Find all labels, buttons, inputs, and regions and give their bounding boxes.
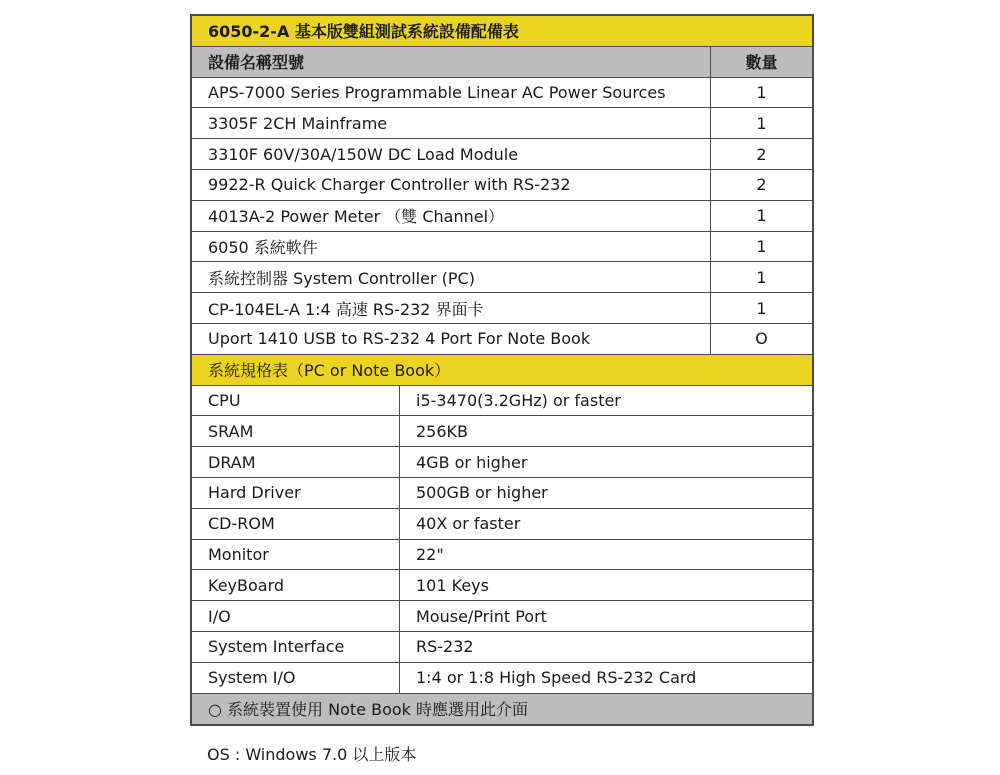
spec-value: 22" <box>416 544 444 564</box>
table-title: 6050-2-A 基本版雙組測試系統設備配備表 <box>208 22 519 42</box>
table-row <box>192 416 812 447</box>
os-requirement: OS : Windows 7.0 以上版本 <box>207 745 417 764</box>
footer-note-row <box>192 694 812 725</box>
spec-key: SRAM <box>192 416 400 446</box>
spec-value: 4GB or higher <box>416 452 528 472</box>
spec-value: 1:4 or 1:8 High Speed RS-232 Card <box>416 668 697 688</box>
table-row <box>192 509 812 540</box>
equipment-qty: 2 <box>756 144 767 164</box>
equipment-name: 6050 系統軟件 <box>192 232 711 262</box>
spec-value: 101 Keys <box>416 575 489 595</box>
spec-value: 256KB <box>416 421 469 441</box>
equipment-header-row <box>192 47 812 78</box>
spec-value: Mouse/Print Port <box>416 606 547 626</box>
table-row <box>192 601 812 632</box>
equipment-qty: 2 <box>756 175 767 195</box>
equipment-qty: 1 <box>756 236 767 256</box>
table-row <box>192 108 812 139</box>
equipment-name: 系統控制器 System Controller (PC) <box>192 262 711 292</box>
equipment-qty: 1 <box>756 82 767 102</box>
table-row <box>192 262 812 293</box>
equipment-name: 3310F 60V/30A/150W DC Load Module <box>192 139 711 169</box>
spec-key: Hard Driver <box>192 478 400 508</box>
equipment-qty: O <box>755 329 768 349</box>
spec-key: Monitor <box>192 540 400 570</box>
equipment-name: APS-7000 Series Programmable Linear AC Power Sources <box>192 78 711 108</box>
equipment-name: 4013A-2 Power Meter （雙 Channel） <box>192 201 711 231</box>
equipment-name: 3305F 2CH Mainframe <box>192 108 711 138</box>
footer-note: ○ 系統裝置使用 Note Book 時應選用此介面 <box>208 700 529 720</box>
spec-key: CPU <box>192 386 400 416</box>
equipment-name: 9922-R Quick Charger Controller with RS-232 <box>192 170 711 200</box>
equipment-qty: 1 <box>756 298 767 318</box>
equipment-name-header: 設備名稱型號 <box>192 47 711 77</box>
equipment-qty-header: 數量 <box>745 53 778 73</box>
spec-value: i5-3470(3.2GHz) or faster <box>416 390 621 410</box>
table-row <box>192 540 812 571</box>
equipment-qty: 1 <box>756 113 767 133</box>
table-row <box>192 447 812 478</box>
spec-value: 40X or faster <box>416 514 521 534</box>
equipment-qty: 1 <box>756 267 767 287</box>
table-row <box>192 324 812 355</box>
equipment-name: CP-104EL-A 1:4 高速 RS-232 界面卡 <box>192 293 711 323</box>
table-row <box>192 170 812 201</box>
table-row <box>192 663 812 694</box>
table-row <box>192 232 812 263</box>
table-row <box>192 386 812 417</box>
spec-key: I/O <box>192 601 400 631</box>
table-row <box>192 570 812 601</box>
spec-value: RS-232 <box>416 637 474 657</box>
spec-title: 系統規格表（PC or Note Book） <box>208 361 451 381</box>
spec-value: 500GB or higher <box>416 483 548 503</box>
spec-key: DRAM <box>192 447 400 477</box>
equipment-name: Uport 1410 USB to RS-232 4 Port For Note Book <box>192 324 711 354</box>
table-title-row <box>192 16 812 47</box>
spec-key: KeyBoard <box>192 570 400 600</box>
equipment-qty: 1 <box>756 206 767 226</box>
spec-key: System I/O <box>192 663 400 693</box>
spec-key: CD-ROM <box>192 509 400 539</box>
table-row <box>192 293 812 324</box>
spec-key: System Interface <box>192 632 400 662</box>
spec-title-row <box>192 355 812 386</box>
table-row <box>192 478 812 509</box>
table-row <box>192 78 812 109</box>
table-row <box>192 632 812 663</box>
table-row <box>192 201 812 232</box>
table-row <box>192 139 812 170</box>
equipment-spec-table <box>190 14 814 726</box>
